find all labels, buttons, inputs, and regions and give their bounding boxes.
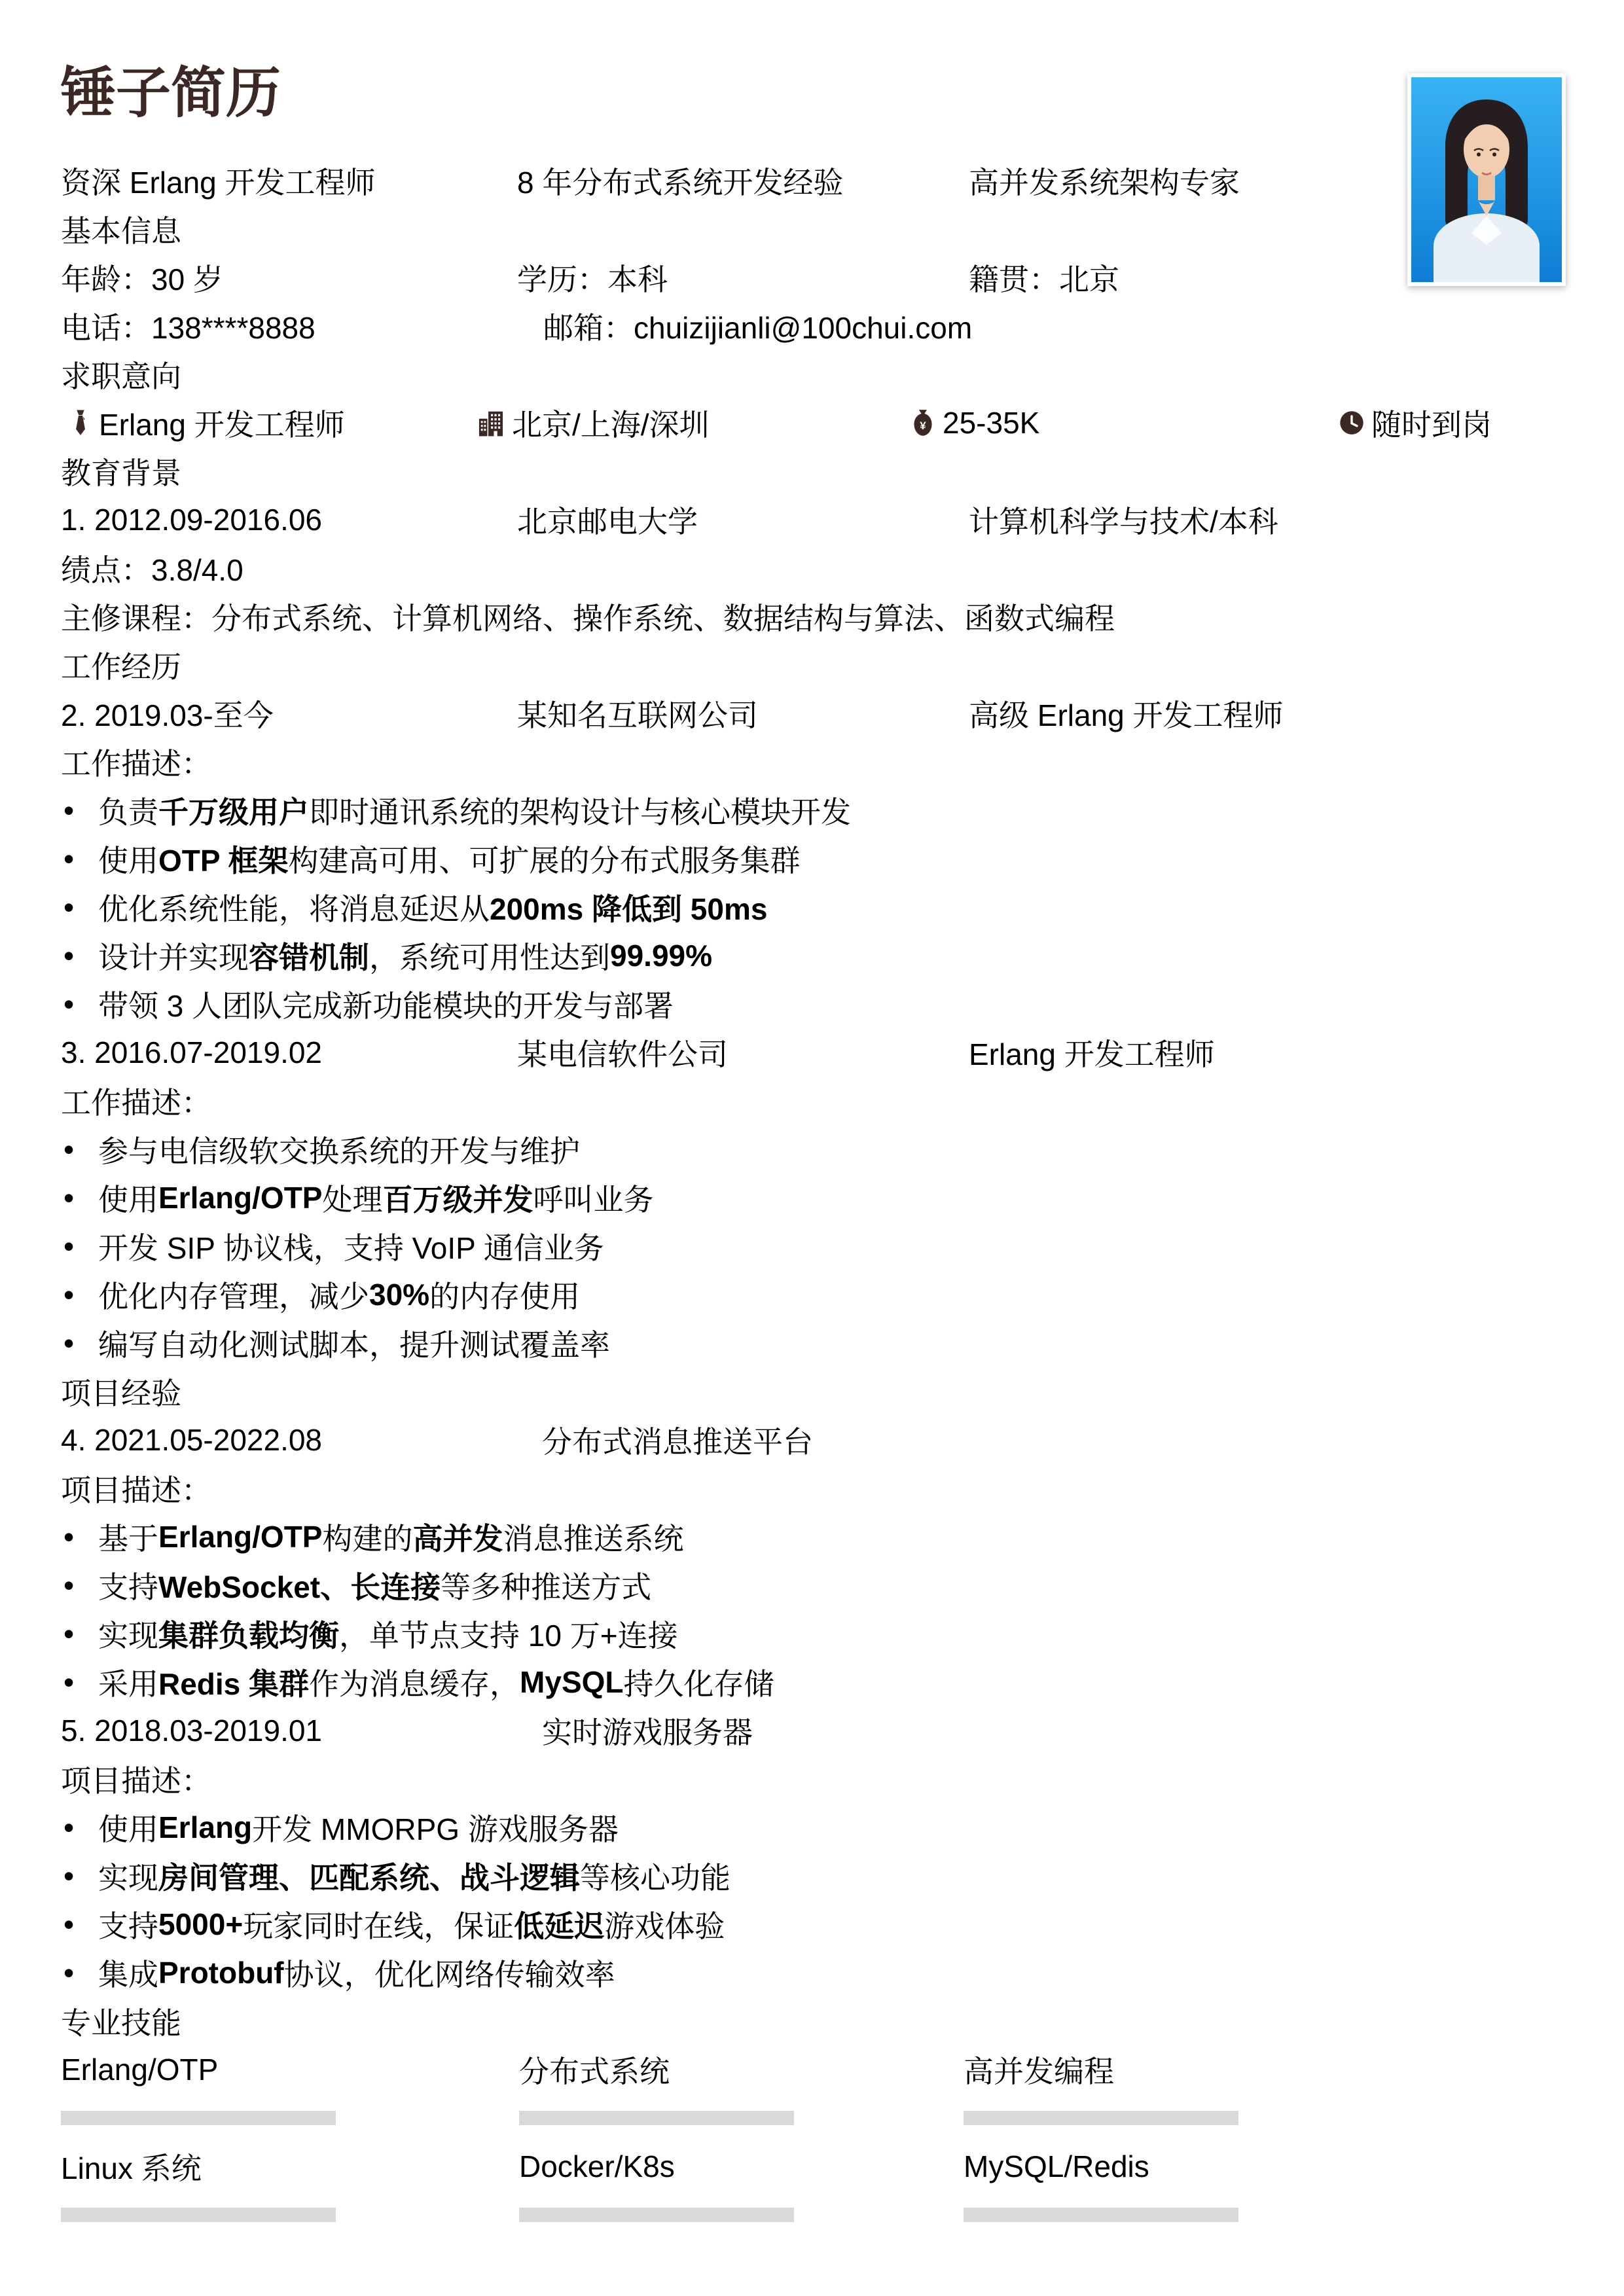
job-company: 某知名互联网公司 xyxy=(517,698,758,732)
desc-label: 工作描述： xyxy=(61,1086,211,1120)
section-projects-heading xyxy=(61,1367,1565,1416)
job-row xyxy=(61,689,1565,738)
bullet-text: 参与电信级软交换系统的开发与维护 xyxy=(98,1134,580,1168)
section-heading: 项目经验 xyxy=(61,1376,181,1410)
bullet-text: 使用 Erlang 开发 MMORPG 游戏服务器 xyxy=(98,1810,619,1846)
basic-info-row-2 xyxy=(61,302,1565,350)
section-education-heading xyxy=(61,447,1565,495)
bullet-text: 使用 OTP 框架 构建高可用、可扩展的分布式服务集群 xyxy=(98,844,801,878)
project-row xyxy=(61,1706,1565,1755)
skills-labels-row-1 xyxy=(61,2045,1565,2094)
bullet-item xyxy=(61,883,1565,931)
bullet-dot: • xyxy=(63,1181,75,1215)
bullet-text: 设计并实现 容错机制 ，系统可用性达到 99.99% xyxy=(98,939,713,975)
job-title: 高级 Erlang 开发工程师 xyxy=(969,698,1284,732)
basic-info-row-1 xyxy=(61,253,1565,302)
skills-bars-row-2 xyxy=(61,2191,1565,2239)
desc-label: 项目描述： xyxy=(61,1764,211,1798)
bullet-item xyxy=(61,834,1565,883)
building-icon xyxy=(477,408,505,437)
project-row xyxy=(61,1416,1565,1464)
money-bag-icon xyxy=(910,408,936,437)
skill-bar xyxy=(519,2208,794,2222)
bullet-text: 支持 5000+ 玩家同时在线，保证 低延迟 游戏体验 xyxy=(98,1907,725,1943)
bullet-item xyxy=(61,1174,1565,1222)
intention-position-label: Erlang 开发工程师 xyxy=(99,408,345,442)
bullet-dot: • xyxy=(63,1229,75,1263)
skill-bar xyxy=(519,2111,794,2125)
skills-labels-row-2 xyxy=(61,2142,1565,2191)
desc-label: 工作描述： xyxy=(61,747,211,781)
necktie-icon xyxy=(69,408,92,437)
education-gpa-row xyxy=(61,544,1565,592)
intention-salary xyxy=(910,405,1039,440)
education-row xyxy=(61,495,1565,544)
bullet-item xyxy=(61,1852,1565,1900)
section-heading: 工作经历 xyxy=(61,650,181,684)
skill-bar xyxy=(61,2208,336,2222)
skill-label: Docker/K8s xyxy=(519,2149,675,2183)
job-desc-label-row xyxy=(61,738,1565,786)
svg-text:¥: ¥ xyxy=(920,420,926,432)
skill-label: Linux 系统 xyxy=(61,2151,202,2185)
bullet-dot: • xyxy=(63,793,75,827)
intention-position xyxy=(69,401,345,444)
age-value: 年龄：30 岁 xyxy=(61,262,223,296)
bullet-item xyxy=(61,1270,1565,1319)
skill-bar xyxy=(61,2111,336,2125)
job-company: 某电信软件公司 xyxy=(517,1037,728,1071)
bullet-text: 基于 Erlang/OTP 构建的 高并发 消息推送系统 xyxy=(98,1520,684,1556)
bullet-text: 负责 千万级用户 即时通讯系统的架构设计与核心模块开发 xyxy=(98,795,851,829)
bullet-dot: • xyxy=(63,1132,75,1166)
skill-label: 分布式系统 xyxy=(519,2054,670,2089)
intro-row xyxy=(61,156,1565,205)
skill-label: MySQL/Redis xyxy=(964,2149,1149,2183)
bullet-text: 优化内存管理，减少 30% 的内存使用 xyxy=(98,1278,581,1314)
resume-content xyxy=(61,156,1565,2239)
bullet-dot: • xyxy=(63,1859,75,1893)
education-school: 北京邮电大学 xyxy=(517,505,698,539)
project-desc-label-row xyxy=(61,1755,1565,1803)
education-period: 1. 2012.09-2016.06 xyxy=(61,503,323,537)
bullet-dot: • xyxy=(63,987,75,1021)
bullet-dot: • xyxy=(63,1956,75,1990)
bullet-dot: • xyxy=(63,1326,75,1360)
project-desc-label-row xyxy=(61,1464,1565,1513)
bullet-item xyxy=(61,1803,1565,1852)
clock-icon xyxy=(1339,408,1365,437)
job-desc-label-row xyxy=(61,1077,1565,1125)
intro-experience: 8 年分布式系统开发经验 xyxy=(517,166,844,200)
email-value: 邮箱：chuizijianli@100chui.com xyxy=(543,311,973,345)
page-title: 锤子简历 xyxy=(61,62,281,124)
hometown-value: 籍贯：北京 xyxy=(969,262,1119,296)
bullet-dot: • xyxy=(63,890,75,924)
project-period: 4. 2021.05-2022.08 xyxy=(61,1423,323,1457)
bullet-item xyxy=(61,1319,1565,1367)
section-heading: 求职意向 xyxy=(61,359,181,393)
bullet-item xyxy=(61,1561,1565,1609)
bullet-dot: • xyxy=(63,1520,75,1554)
bullet-text: 优化系统性能，将消息延迟从 200ms 降低到 50ms xyxy=(98,892,768,926)
bullet-item xyxy=(61,1948,1565,1997)
bullet-text: 实现 房间管理、匹配系统、战斗逻辑 等核心功能 xyxy=(98,1861,731,1895)
courses-value: 主修课程：分布式系统、计算机网络、操作系统、数据结构与算法、函数式编程 xyxy=(61,601,1115,636)
job-intention-row xyxy=(61,399,1565,447)
bullet-dot: • xyxy=(63,1665,75,1699)
bullet-text: 开发 SIP 协议栈，支持 VoIP 通信业务 xyxy=(98,1231,604,1265)
bullet-item xyxy=(61,1900,1565,1948)
bullet-item xyxy=(61,1658,1565,1706)
intro-expertise: 高并发系统架构专家 xyxy=(969,166,1240,200)
intention-availability-label: 随时到岗 xyxy=(1371,408,1492,442)
skill-label: 高并发编程 xyxy=(964,2054,1114,2089)
bullet-item xyxy=(61,980,1565,1028)
bullet-dot: • xyxy=(63,939,75,973)
section-heading: 教育背景 xyxy=(61,456,181,490)
intention-location-label: 北京/上海/深圳 xyxy=(512,408,710,442)
intention-location xyxy=(477,401,710,444)
bullet-dot: • xyxy=(63,1617,75,1651)
bullet-text: 编写自动化测试脚本，提升测试覆盖率 xyxy=(98,1328,610,1362)
degree-value: 学历：本科 xyxy=(517,262,668,296)
section-heading: 专业技能 xyxy=(61,2006,181,2040)
project-period: 5. 2018.03-2019.01 xyxy=(61,1713,323,1748)
bullet-text: 采用 Redis 集群 作为消息缓存， MySQL 持久化存储 xyxy=(98,1665,774,1701)
skill-label: Erlang/OTP xyxy=(61,2053,219,2087)
intention-availability xyxy=(1339,401,1492,444)
skills-bars-row-1 xyxy=(61,2094,1565,2142)
intro-role: 资深 Erlang 开发工程师 xyxy=(61,166,376,200)
skill-bar xyxy=(964,2111,1238,2125)
bullet-dot: • xyxy=(63,842,75,876)
bullet-item xyxy=(61,786,1565,834)
bullet-text: 集成 Protobuf 协议，优化网络传输效率 xyxy=(98,1956,615,1992)
bullet-dot: • xyxy=(63,1907,75,1941)
project-name: 分布式消息推送平台 xyxy=(542,1425,813,1459)
bullet-item xyxy=(61,1125,1565,1174)
bullet-item xyxy=(61,931,1565,980)
intention-salary-label: 25-35K xyxy=(943,406,1040,440)
section-skills-heading xyxy=(61,1997,1565,2045)
bullet-text: 带领 3 人团队完成新功能模块的开发与部署 xyxy=(98,989,674,1023)
desc-label: 项目描述： xyxy=(61,1473,211,1507)
gpa-value: 绩点：3.8/4.0 xyxy=(61,553,244,587)
section-work-heading xyxy=(61,641,1565,689)
job-period: 3. 2016.07-2019.02 xyxy=(61,1035,323,1069)
job-period: 2. 2019.03-至今 xyxy=(61,698,274,732)
bullet-text: 支持 WebSocket、长连接 等多种推送方式 xyxy=(98,1570,652,1604)
job-title: Erlang 开发工程师 xyxy=(969,1037,1215,1071)
section-heading: 基本信息 xyxy=(61,214,181,248)
education-major: 计算机科学与技术/本科 xyxy=(969,505,1278,539)
phone-value: 电话：138****8888 xyxy=(61,311,316,345)
bullet-dot: • xyxy=(63,1568,75,1602)
bullet-item xyxy=(61,1513,1565,1561)
section-basic-info-heading xyxy=(61,205,1565,253)
bullet-text: 使用 Erlang/OTP 处理 百万级并发 呼叫业务 xyxy=(98,1181,654,1217)
bullet-text: 实现 集群负载均衡 ，单节点支持 10 万+连接 xyxy=(98,1619,678,1653)
bullet-item xyxy=(61,1222,1565,1270)
bullet-dot: • xyxy=(63,1810,75,1844)
bullet-dot: • xyxy=(63,1278,75,1312)
bullet-item xyxy=(61,1609,1565,1658)
project-name: 实时游戏服务器 xyxy=(542,1715,753,1749)
section-job-intention-heading xyxy=(61,350,1565,399)
education-courses-row xyxy=(61,592,1565,641)
job-row xyxy=(61,1028,1565,1077)
skill-bar xyxy=(964,2208,1238,2222)
